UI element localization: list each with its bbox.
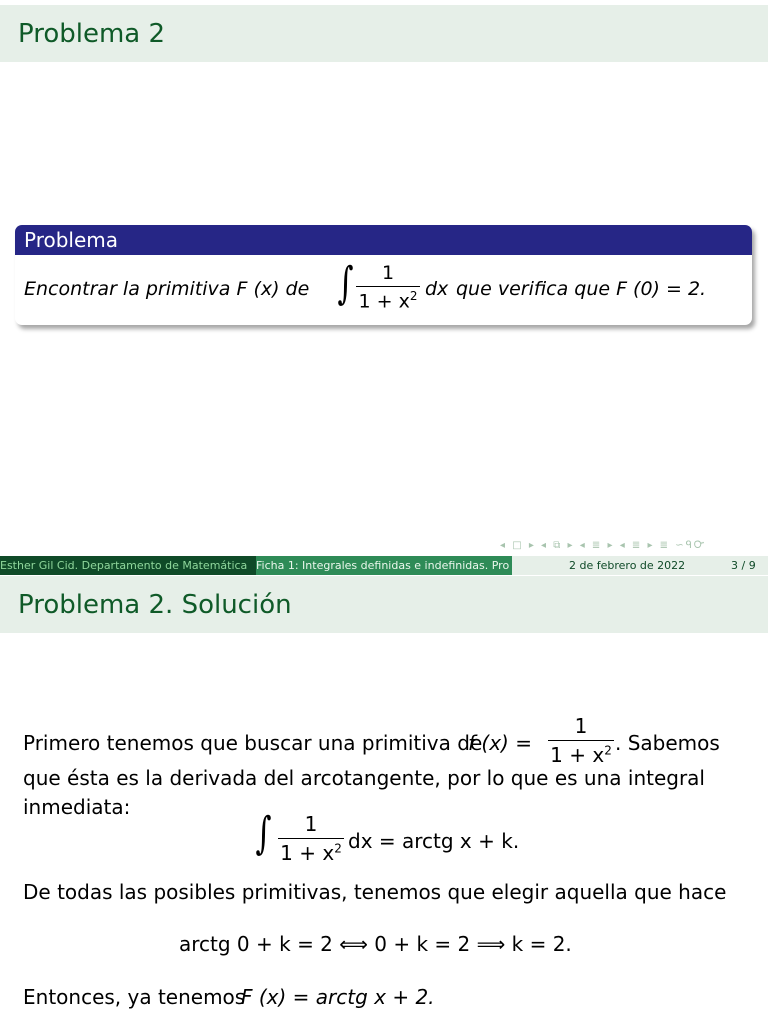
solution-para2: De todas las posibles primitivas, tenemos que elegir aquella que hace (23, 880, 727, 904)
footer-topic: Ficha 1: Integrales definidas e indefinidas. Pro (256, 556, 512, 575)
solution-line1a: Primero tenemos que buscar una primitiva de (23, 731, 483, 755)
problem-block-header: Problema (15, 225, 752, 255)
solution-line3: inmediata: (23, 795, 131, 819)
slide1-title: Problema 2 (18, 19, 166, 49)
footer-right (512, 556, 768, 575)
fraction-denominator: 1 + x (358, 290, 410, 313)
solution-fraction: 1 $1 + x^2$ (548, 714, 614, 767)
solution-integral-symbol: ∫ (255, 808, 272, 859)
problem-dx: dx (425, 278, 449, 300)
problem-fraction: 1 $1 + x^2$ (356, 262, 420, 312)
solution-integral-fraction: 1 $1 + x^2$ (278, 812, 344, 865)
slide2-title-bar (0, 576, 768, 633)
fraction-exponent: 2 (409, 289, 418, 303)
slide2-title: Problema 2. Solución (18, 590, 292, 620)
solution-line1b: . Sabemos (615, 731, 720, 755)
problem-text-after: que verifica que F (0) = 2. (456, 278, 707, 300)
problem-block (15, 225, 752, 325)
beamer-navigation-symbols[interactable]: ◂ □ ▸ ◂ ⧉ ▸ ◂ ≣ ▸ ◂ ≣ ▸ ≣ ∽ᑫᏅ (500, 540, 707, 551)
integral-symbol: ∫ (337, 258, 354, 309)
problem-statement (24, 256, 749, 322)
footer-date: 2 de febrero de 2022 (569, 559, 686, 572)
problem-text-before: Encontrar la primitiva F (x) de (24, 278, 310, 300)
solution-eq1-rhs: dx = arctg x + k. (348, 829, 520, 853)
solution-line2: que ésta es la derivada del arcotangente, por lo que es una integral (23, 766, 705, 790)
solution-eq2: arctg 0 + k = 2 ⟺ 0 + k = 2 ⟹ k = 2. (179, 932, 572, 956)
solution-para3a: Entonces, ya tenemos (23, 985, 246, 1009)
solution-para3b: F (x) = arctg x + 2. (241, 985, 435, 1009)
slide1-title-bar (0, 5, 768, 62)
slide-footer (0, 556, 768, 575)
solution-fx: f (x) = (468, 731, 532, 755)
footer-page-number: 3 / 9 (731, 559, 756, 572)
footer-author: Esther Gil Cid. Departamento de Matemática (0, 556, 256, 575)
